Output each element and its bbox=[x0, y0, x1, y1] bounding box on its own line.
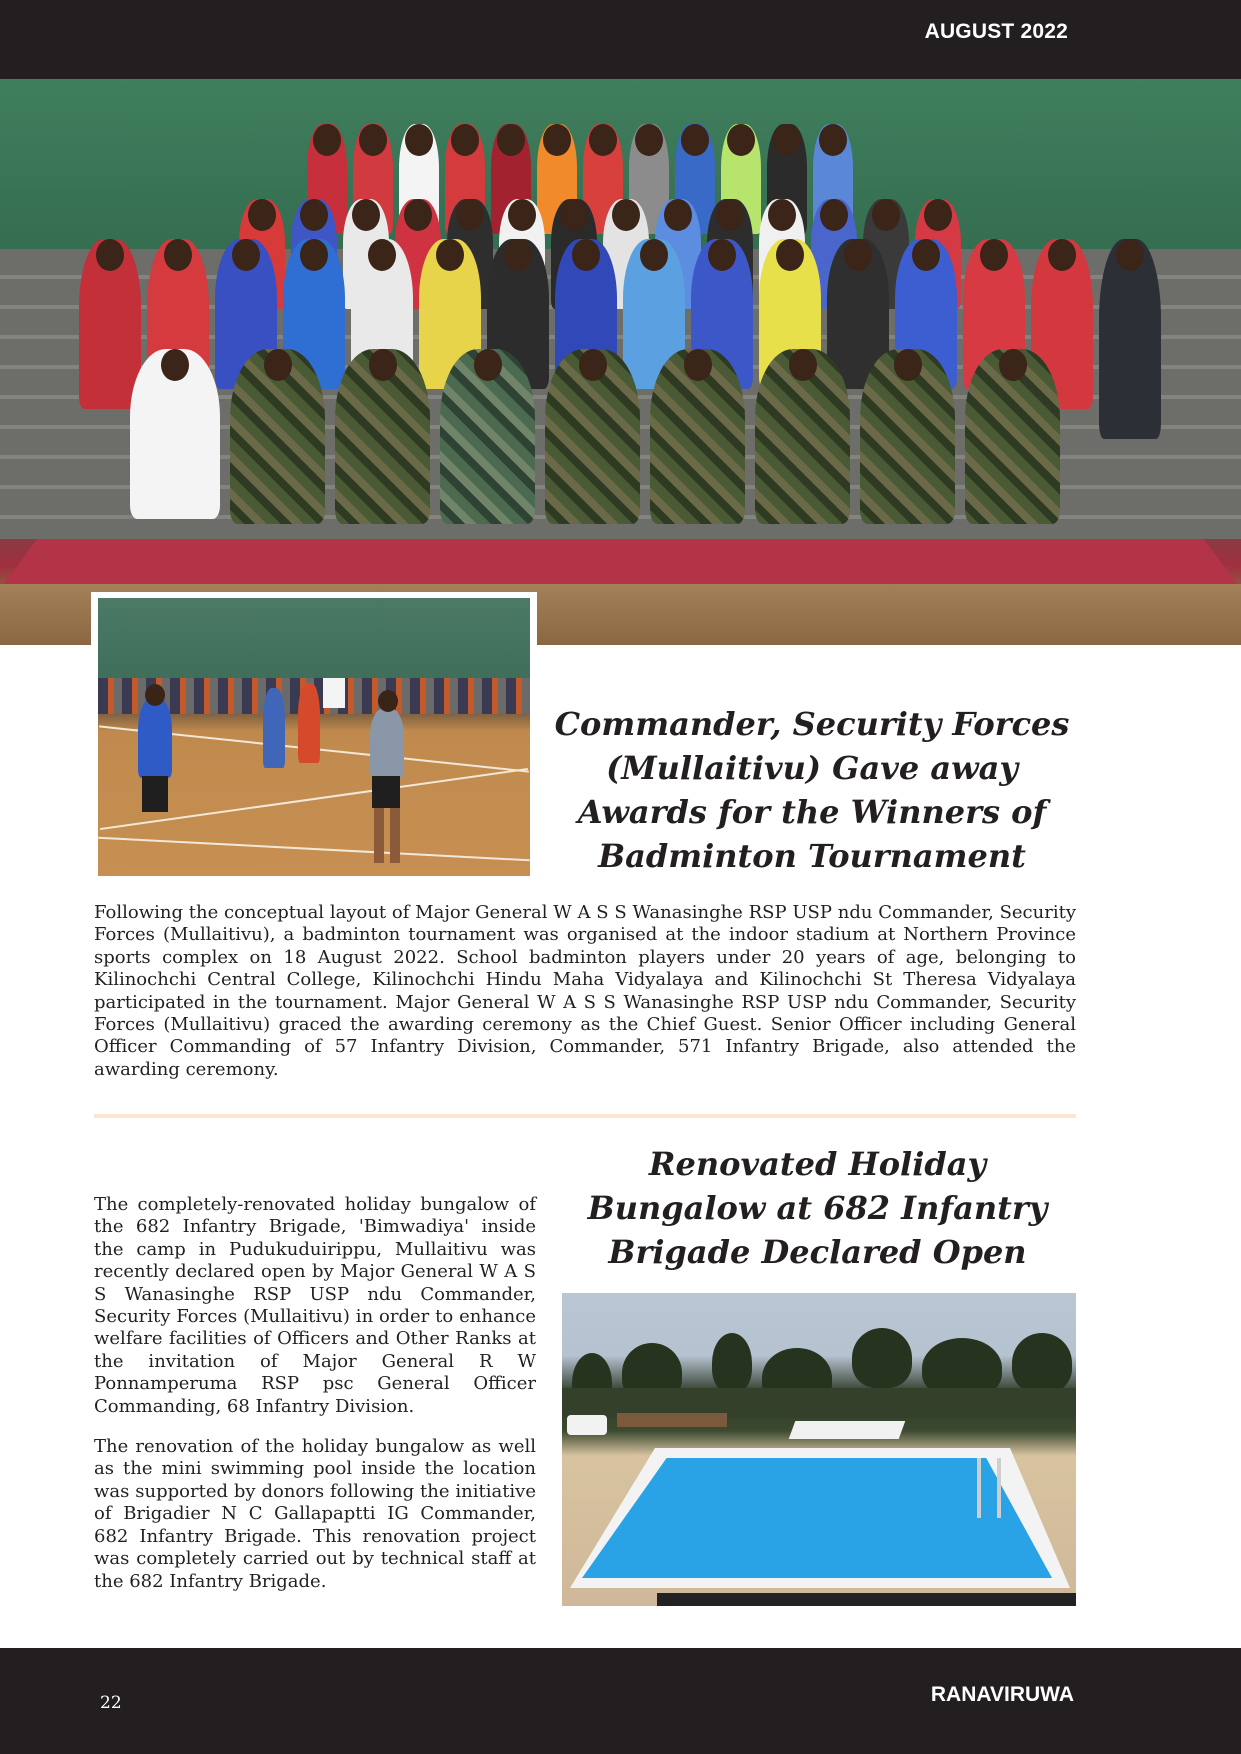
section-divider bbox=[94, 1114, 1076, 1118]
article2-body bbox=[94, 1194, 536, 1611]
header-bar bbox=[0, 0, 1241, 79]
article2-paragraph: The renovation of the holiday bungalow as well as the mini swimming pool inside the location was supported by donors following the initiative of Brigadier N C Gallapaptti IG Commander, 682 Infantry Brigade. This renovation project was completely carried out by technical staff at the 682 Infantry Brigade. bbox=[94, 1436, 536, 1592]
page-number: 22 bbox=[100, 1693, 122, 1713]
issue-date: AUGUST 2022 bbox=[924, 20, 1068, 43]
group-photo bbox=[0, 79, 1241, 645]
article1-title: Commander, Security Forces (Mullaitivu) Gave away Awards for the Winners of Badminton Tournament bbox=[554, 705, 1070, 875]
swimming-pool-photo bbox=[562, 1293, 1076, 1606]
article2-title: Renovated Holiday Bungalow at 682 Infantry Brigade Declared Open bbox=[587, 1145, 1048, 1271]
article2-paragraph: The completely-renovated holiday bungalow of the 682 Infantry Brigade, 'Bimwadiya' inside the camp in Pudukuduirippu, Mullaitivu was recently declared open by Major General W A S S Wanasinghe RSP USP ndu Commander, Security Forces (Mullaitivu) in order to enhance welfare facilities of Officers and Other Ranks at the invitation of Major General R W Ponnamperuma RSP psc General Officer Commanding, 68 Infantry Division. bbox=[94, 1194, 536, 1417]
badminton-photo bbox=[98, 598, 530, 876]
article1-body: Following the conceptual layout of Major General W A S S Wanasinghe RSP USP ndu Commander, Security Forces (Mullaitivu), a badminton tournament was organised at the indoor stadium at Northern Province sports complex on 18 August 2022. School badminton players under 20 years of age, belonging to Kilinochchi Central College, Kilinochchi Hindu Maha Vidyalaya and Kilinochchi St Theresa Vidyalaya participated in the tournament. Major General W A S S Wanasinghe RSP USP ndu Commander, Security Forces (Mullaitivu) graced the awarding ceremony as the Chief Guest. Senior Officer including General Officer Commanding of 57 Infantry Division, Commander, 571 Infantry Brigade, also attended the awarding ceremony. bbox=[94, 902, 1076, 1080]
magazine-name: RANAVIRUWA bbox=[930, 1683, 1074, 1706]
